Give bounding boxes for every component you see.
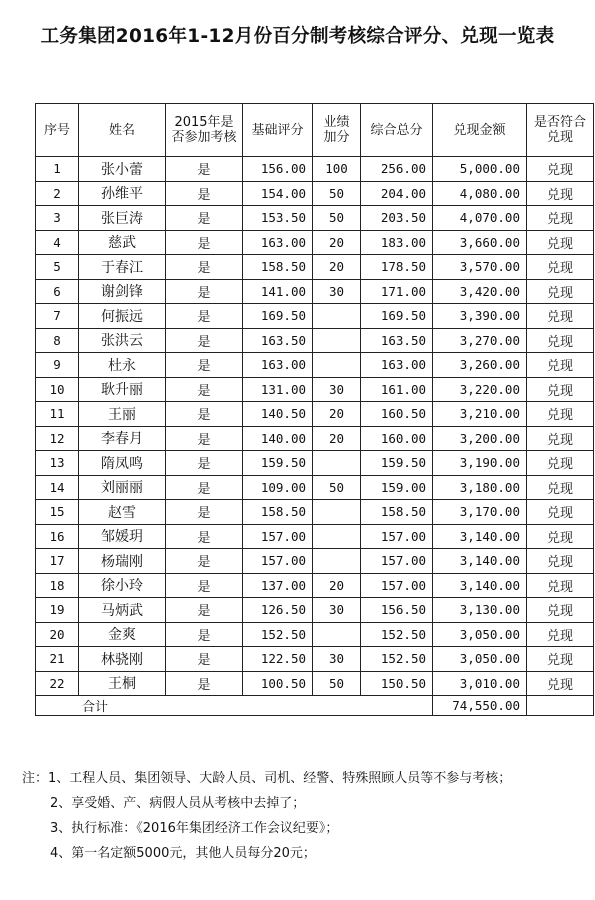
cell-eligible: 兑现 (527, 206, 594, 231)
cell-bonus (313, 451, 361, 476)
cell-name: 王丽 (79, 402, 166, 427)
cell-participated: 是 (166, 402, 243, 427)
header-index: 序号 (36, 104, 79, 157)
table-row (36, 230, 594, 255)
cell-total-score: 159.50 (361, 451, 433, 476)
table-row (36, 377, 594, 402)
cell-eligible: 兑现 (527, 230, 594, 255)
cell-name: 孙维平 (79, 181, 166, 206)
cell-base-score: 140.00 (243, 426, 313, 451)
cell-name: 张小蕾 (79, 157, 166, 182)
cell-amount: 3,180.00 (433, 475, 527, 500)
cell-amount: 3,270.00 (433, 328, 527, 353)
table-header-row (36, 104, 594, 157)
table-row (36, 524, 594, 549)
cell-base-score: 156.00 (243, 157, 313, 182)
cell-name: 马炳武 (79, 598, 166, 623)
cell-bonus: 20 (313, 255, 361, 280)
cell-index: 8 (36, 328, 79, 353)
table-row (36, 549, 594, 574)
score-table (35, 103, 594, 716)
cell-eligible: 兑现 (527, 426, 594, 451)
table-row (36, 206, 594, 231)
cell-participated: 是 (166, 328, 243, 353)
cell-eligible: 兑现 (527, 647, 594, 672)
cell-name: 张洪云 (79, 328, 166, 353)
cell-amount: 4,070.00 (433, 206, 527, 231)
total-eligible-cell (527, 696, 594, 716)
cell-amount: 5,000.00 (433, 157, 527, 182)
cell-amount: 3,570.00 (433, 255, 527, 280)
cell-index: 19 (36, 598, 79, 623)
cell-base-score: 159.50 (243, 451, 313, 476)
cell-participated: 是 (166, 475, 243, 500)
cell-amount: 3,050.00 (433, 622, 527, 647)
cell-participated: 是 (166, 255, 243, 280)
cell-bonus: 30 (313, 279, 361, 304)
table-row (36, 426, 594, 451)
cell-eligible: 兑现 (527, 255, 594, 280)
cell-amount: 3,190.00 (433, 451, 527, 476)
table-body (36, 157, 594, 696)
cell-bonus (313, 524, 361, 549)
cell-bonus (313, 500, 361, 525)
cell-index: 14 (36, 475, 79, 500)
cell-name: 杜永 (79, 353, 166, 378)
cell-index: 6 (36, 279, 79, 304)
cell-base-score: 140.50 (243, 402, 313, 427)
cell-amount: 3,050.00 (433, 647, 527, 672)
cell-eligible: 兑现 (527, 573, 594, 598)
cell-participated: 是 (166, 377, 243, 402)
cell-base-score: 109.00 (243, 475, 313, 500)
cell-eligible: 兑现 (527, 181, 594, 206)
cell-total-score: 156.50 (361, 598, 433, 623)
cell-bonus: 50 (313, 475, 361, 500)
cell-name: 刘丽丽 (79, 475, 166, 500)
cell-participated: 是 (166, 279, 243, 304)
cell-participated: 是 (166, 622, 243, 647)
cell-index: 2 (36, 181, 79, 206)
cell-name: 慈武 (79, 230, 166, 255)
cell-amount: 3,170.00 (433, 500, 527, 525)
cell-name: 王桐 (79, 671, 166, 696)
cell-eligible: 兑现 (527, 377, 594, 402)
cell-total-score: 161.00 (361, 377, 433, 402)
header-name: 姓名 (79, 104, 166, 157)
cell-index: 1 (36, 157, 79, 182)
cell-base-score: 126.50 (243, 598, 313, 623)
cell-participated: 是 (166, 500, 243, 525)
cell-index: 15 (36, 500, 79, 525)
header-base-score: 基础评分 (243, 104, 313, 157)
cell-participated: 是 (166, 647, 243, 672)
note-line-2: 2、享受婚、产、病假人员从考核中去掉了； (50, 796, 306, 811)
cell-base-score: 157.00 (243, 549, 313, 574)
cell-base-score: 163.50 (243, 328, 313, 353)
cell-base-score: 154.00 (243, 181, 313, 206)
cell-total-score: 163.50 (361, 328, 433, 353)
cell-total-score: 160.00 (361, 426, 433, 451)
cell-eligible: 兑现 (527, 475, 594, 500)
cell-bonus: 20 (313, 426, 361, 451)
cell-participated: 是 (166, 157, 243, 182)
cell-base-score: 163.00 (243, 353, 313, 378)
cell-total-score: 152.50 (361, 622, 433, 647)
cell-base-score: 158.50 (243, 255, 313, 280)
cell-amount: 3,390.00 (433, 304, 527, 329)
cell-base-score: 169.50 (243, 304, 313, 329)
cell-index: 7 (36, 304, 79, 329)
cell-bonus: 30 (313, 598, 361, 623)
cell-base-score: 100.50 (243, 671, 313, 696)
cell-total-score: 157.00 (361, 573, 433, 598)
cell-participated: 是 (166, 353, 243, 378)
document-title: 工务集团2016年1-12月份百分制考核综合评分、兑现一览表 (40, 26, 555, 47)
cell-name: 隋凤鸣 (79, 451, 166, 476)
cell-index: 11 (36, 402, 79, 427)
note-line-4: 4、第一名定额5000元，其他人员每分20元； (50, 846, 316, 861)
cell-total-score: 157.00 (361, 524, 433, 549)
cell-amount: 4,080.00 (433, 181, 527, 206)
cell-bonus: 50 (313, 181, 361, 206)
cell-eligible: 兑现 (527, 524, 594, 549)
cell-index: 5 (36, 255, 79, 280)
cell-bonus (313, 353, 361, 378)
cell-participated: 是 (166, 524, 243, 549)
cell-amount: 3,140.00 (433, 524, 527, 549)
cell-name: 何振远 (79, 304, 166, 329)
cell-participated: 是 (166, 181, 243, 206)
cell-base-score: 152.50 (243, 622, 313, 647)
cell-total-score: 183.00 (361, 230, 433, 255)
table-row (36, 622, 594, 647)
cell-participated: 是 (166, 230, 243, 255)
table-row (36, 573, 594, 598)
cell-bonus (313, 549, 361, 574)
cell-amount: 3,010.00 (433, 671, 527, 696)
table-row (36, 255, 594, 280)
cell-index: 10 (36, 377, 79, 402)
total-amount: 74,550.00 (433, 696, 527, 716)
table-row (36, 328, 594, 353)
cell-total-score: 150.50 (361, 671, 433, 696)
cell-name: 耿升丽 (79, 377, 166, 402)
table-row (36, 598, 594, 623)
table-row (36, 647, 594, 672)
cell-name: 谢剑锋 (79, 279, 166, 304)
note-line-1: 注：1、工程人员、集团领导、大龄人员、司机、经警、特殊照顾人员等不参与考核； (22, 771, 512, 786)
cell-eligible: 兑现 (527, 598, 594, 623)
cell-name: 李春月 (79, 426, 166, 451)
cell-total-score: 178.50 (361, 255, 433, 280)
cell-total-score: 171.00 (361, 279, 433, 304)
cell-base-score: 153.50 (243, 206, 313, 231)
cell-participated: 是 (166, 598, 243, 623)
cell-participated: 是 (166, 573, 243, 598)
header-bonus: 业绩加分 (313, 104, 361, 157)
cell-name: 于春江 (79, 255, 166, 280)
table-row (36, 500, 594, 525)
table-row (36, 181, 594, 206)
cell-total-score: 169.50 (361, 304, 433, 329)
cell-amount: 3,660.00 (433, 230, 527, 255)
table-row (36, 451, 594, 476)
cell-bonus: 30 (313, 647, 361, 672)
table-row (36, 157, 594, 182)
cell-index: 20 (36, 622, 79, 647)
total-label: 合计 (36, 696, 433, 716)
table-row (36, 279, 594, 304)
cell-eligible: 兑现 (527, 671, 594, 696)
cell-bonus: 100 (313, 157, 361, 182)
cell-total-score: 152.50 (361, 647, 433, 672)
cell-name: 赵雪 (79, 500, 166, 525)
cell-total-score: 256.00 (361, 157, 433, 182)
note-line-3: 3、执行标准：《2016年集团经济工作会议纪要》； (50, 821, 339, 836)
cell-participated: 是 (166, 426, 243, 451)
cell-total-score: 163.00 (361, 353, 433, 378)
cell-name: 金爽 (79, 622, 166, 647)
cell-participated: 是 (166, 549, 243, 574)
cell-eligible: 兑现 (527, 402, 594, 427)
total-row (36, 696, 594, 716)
cell-total-score: 158.50 (361, 500, 433, 525)
cell-bonus: 30 (313, 377, 361, 402)
cell-participated: 是 (166, 304, 243, 329)
cell-participated: 是 (166, 671, 243, 696)
cell-base-score: 163.00 (243, 230, 313, 255)
table-row (36, 475, 594, 500)
cell-total-score: 204.00 (361, 181, 433, 206)
cell-bonus (313, 304, 361, 329)
cell-base-score: 157.00 (243, 524, 313, 549)
cell-amount: 3,210.00 (433, 402, 527, 427)
cell-bonus (313, 622, 361, 647)
cell-eligible: 兑现 (527, 304, 594, 329)
header-participated: 2015年是否参加考核 (166, 104, 243, 157)
cell-base-score: 131.00 (243, 377, 313, 402)
cell-index: 9 (36, 353, 79, 378)
cell-eligible: 兑现 (527, 451, 594, 476)
cell-bonus: 20 (313, 573, 361, 598)
cell-amount: 3,420.00 (433, 279, 527, 304)
cell-index: 12 (36, 426, 79, 451)
cell-eligible: 兑现 (527, 279, 594, 304)
cell-name: 林骁刚 (79, 647, 166, 672)
cell-participated: 是 (166, 451, 243, 476)
cell-index: 17 (36, 549, 79, 574)
cell-index: 13 (36, 451, 79, 476)
cell-index: 4 (36, 230, 79, 255)
cell-amount: 3,200.00 (433, 426, 527, 451)
table-row (36, 304, 594, 329)
cell-total-score: 160.50 (361, 402, 433, 427)
table-row (36, 402, 594, 427)
cell-eligible: 兑现 (527, 549, 594, 574)
header-amount: 兑现金额 (433, 104, 527, 157)
cell-index: 18 (36, 573, 79, 598)
cell-amount: 3,140.00 (433, 573, 527, 598)
cell-total-score: 157.00 (361, 549, 433, 574)
cell-bonus: 50 (313, 206, 361, 231)
cell-base-score: 122.50 (243, 647, 313, 672)
cell-eligible: 兑现 (527, 500, 594, 525)
cell-base-score: 158.50 (243, 500, 313, 525)
cell-name: 邹媛玥 (79, 524, 166, 549)
header-total-score: 综合总分 (361, 104, 433, 157)
cell-index: 21 (36, 647, 79, 672)
cell-index: 22 (36, 671, 79, 696)
cell-total-score: 159.00 (361, 475, 433, 500)
notes-section (22, 766, 592, 866)
table-row (36, 671, 594, 696)
cell-participated: 是 (166, 206, 243, 231)
cell-eligible: 兑现 (527, 353, 594, 378)
cell-name: 徐小玲 (79, 573, 166, 598)
cell-base-score: 137.00 (243, 573, 313, 598)
cell-total-score: 203.50 (361, 206, 433, 231)
cell-base-score: 141.00 (243, 279, 313, 304)
cell-index: 16 (36, 524, 79, 549)
cell-amount: 3,140.00 (433, 549, 527, 574)
table-row (36, 353, 594, 378)
cell-name: 杨瑞刚 (79, 549, 166, 574)
cell-name: 张巨涛 (79, 206, 166, 231)
cell-bonus: 20 (313, 402, 361, 427)
cell-bonus (313, 328, 361, 353)
cell-amount: 3,130.00 (433, 598, 527, 623)
cell-eligible: 兑现 (527, 328, 594, 353)
cell-eligible: 兑现 (527, 157, 594, 182)
cell-amount: 3,220.00 (433, 377, 527, 402)
header-eligible: 是否符合兑现 (527, 104, 594, 157)
cell-bonus: 20 (313, 230, 361, 255)
cell-index: 3 (36, 206, 79, 231)
cell-eligible: 兑现 (527, 622, 594, 647)
cell-amount: 3,260.00 (433, 353, 527, 378)
cell-bonus: 50 (313, 671, 361, 696)
